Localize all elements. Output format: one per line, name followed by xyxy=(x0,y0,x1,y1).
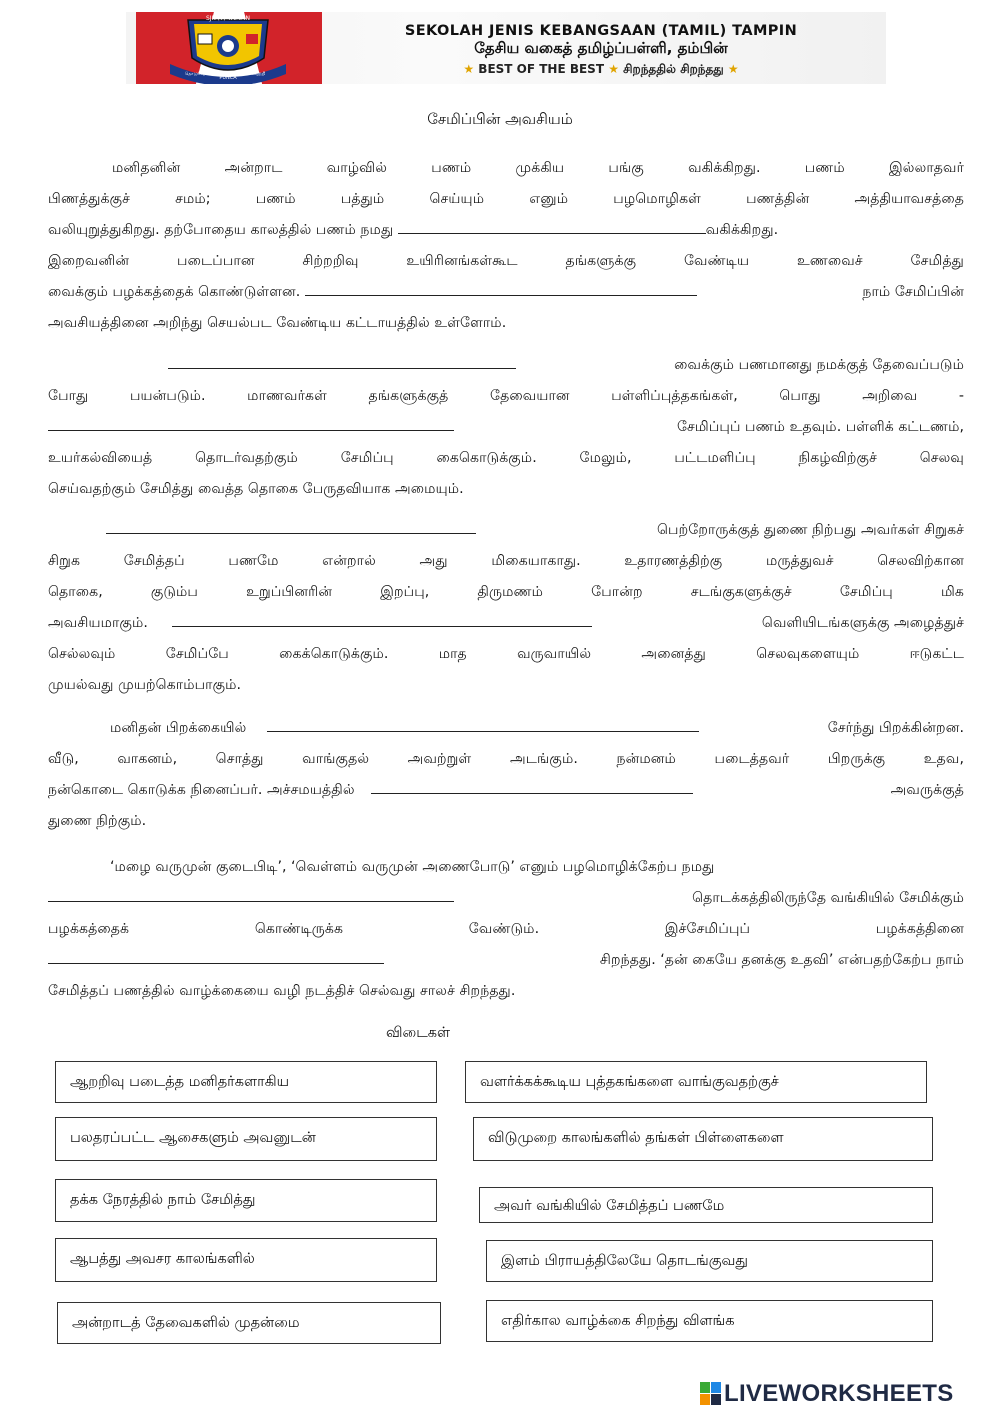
paragraph-3 xyxy=(48,515,964,701)
star-icon: ★ xyxy=(727,62,739,76)
answer-blank-2[interactable] xyxy=(305,278,697,296)
liveworksheets-logo xyxy=(700,1378,995,1408)
text-line: சிறுக சேமித்தப் பணமே என்றால் அது மிகையாகாது. உதாரணத்திற்கு மருத்துவச் செலவிற்கான xyxy=(48,553,964,569)
text-line: ‘மழை வருமுன் குடைபிடி’, ‘வெள்ளம் வருமுன் அணைபோடு’ எனும் பழமொழிக்கேற்ப நமது xyxy=(110,859,715,875)
school-name-english: SEKOLAH JENIS KEBANGSAAN (TAMIL) TAMPIN xyxy=(404,23,798,39)
answer-blank-4[interactable] xyxy=(48,413,454,431)
answer-option-4[interactable]: விடுமுறை காலங்களில் தங்கள் பிள்ளைகளை xyxy=(473,1117,933,1161)
star-icon: ★ xyxy=(608,62,619,76)
answer-option-5[interactable]: தக்க நேரத்தில் நாம் சேமித்து xyxy=(55,1179,437,1222)
text-line xyxy=(48,883,964,914)
text-segment: நன்கொடை கொடுக்க நினைப்பர். அச்சமயத்தில் xyxy=(48,782,355,798)
text-segment: வெளியிடங்களுக்கு அழைத்துச் xyxy=(761,615,964,631)
text-line: செல்லவும் சேமிப்பே கைக்கொடுக்கும். மாத வருவாயில் அனைத்து செலவுகளையும் ஈடுகட்ட xyxy=(48,646,964,662)
crest-ribbon-right: வெற்றி xyxy=(250,72,266,77)
text-segment: மனிதன் பிறக்கையில் xyxy=(110,720,247,736)
text-line xyxy=(48,775,964,806)
answer-blank-6[interactable] xyxy=(172,609,592,627)
answers-heading: விடைகள் xyxy=(386,1025,451,1041)
answer-option-9[interactable]: அன்றாடத் தேவைகளில் முதன்மை xyxy=(57,1302,441,1344)
crest-ribbon-center: PUNCA xyxy=(219,75,237,81)
text-line: இறைவனின் படைப்பான சிற்றறிவு உயிரினங்கள்கூட தங்களுக்கு வேண்டிய உணவைச் சேமித்து xyxy=(48,253,964,269)
text-line: போது பயன்படும். மாணவர்கள் தங்களுக்குத் தேவையான பள்ளிப்புத்தகங்கள், பொது அறிவை - xyxy=(48,388,964,404)
liveworksheets-mark-icon xyxy=(700,1382,722,1406)
answer-blank-5[interactable] xyxy=(106,516,476,534)
motto-tamil: சிறந்ததில் சிறந்தது xyxy=(623,62,724,76)
text-segment: பெற்றோருக்குத் துணை நிற்பது அவர்கள் சிறுகச் xyxy=(656,522,964,538)
answer-blank-10[interactable] xyxy=(48,946,384,964)
text-segment: சேர்ந்து பிறக்கின்றன. xyxy=(827,720,964,736)
text-line: செய்வதற்கும் சேமித்து வைத்த தொகை பேருதவியாக அமையும். xyxy=(48,481,464,497)
answer-blank-9[interactable] xyxy=(48,884,454,902)
liveworksheets-brand-text: LIVEWORKSHEETS xyxy=(724,1380,954,1407)
answer-blank-8[interactable] xyxy=(371,776,693,794)
school-banner xyxy=(126,12,886,84)
text-segment: வலியுறுத்துகிறது. தற்போதைய காலத்தில் பணம் நமது xyxy=(48,222,394,238)
text-segment: தொடக்கத்திலிருந்தே வங்கியில் சேமிக்கும் xyxy=(692,890,964,906)
text-line xyxy=(48,515,964,546)
text-line: துணை நிற்கும். xyxy=(48,813,147,829)
page-title: சேமிப்பின் அவசியம் xyxy=(427,110,573,128)
text-segment: அவசியமாகும். xyxy=(48,615,148,631)
text-line: தொகை, குடும்ப உறுப்பினரின் இறப்பு, திருமணம் போன்ற சடங்குகளுக்குச் சேமிப்பு மிக xyxy=(48,584,964,600)
text-segment: நாம் சேமிப்பின் xyxy=(862,284,964,300)
star-icon: ★ xyxy=(463,62,475,76)
text-segment: சிறந்தது. ‘தன் கையே தனக்கு உதவி’ என்பதற்கேற்ப நாம் xyxy=(599,952,964,968)
answer-option-10[interactable]: எதிர்கால வாழ்க்கை சிறந்து விளங்க xyxy=(486,1300,933,1342)
paragraph-2 xyxy=(48,350,964,505)
text-line xyxy=(48,277,964,308)
answer-blank-3[interactable] xyxy=(168,351,516,369)
school-motto xyxy=(326,62,876,78)
text-line: சேமித்தப் பணத்தில் வாழ்க்கையை வழி நடத்திச் செல்வது சாலச் சிறந்தது. xyxy=(48,983,516,999)
text-line: முயல்வது முயற்கொம்பாகும். xyxy=(48,677,242,693)
text-segment: அவருக்குத் xyxy=(890,782,964,798)
answer-option-7[interactable]: ஆபத்து அவசர காலங்களில் xyxy=(55,1238,437,1282)
paragraph-1 xyxy=(48,153,964,339)
motto-english: BEST OF THE BEST xyxy=(478,62,604,76)
text-segment: வகிக்கிறது. xyxy=(705,222,779,238)
answer-option-2[interactable]: வளர்க்கக்கூடிய புத்தகங்களை வாங்குவதற்குச் xyxy=(465,1061,927,1103)
text-line xyxy=(48,412,964,443)
text-line: உயர்கல்வியைத் தொடர்வதற்கும் சேமிப்பு கைகொடுக்கும். மேலும், பட்டமளிப்பு நிகழ்விற்குச் செலவு xyxy=(48,450,964,466)
text-segment: சேமிப்புப் பணம் உதவும். பள்ளிக் கட்டணம், xyxy=(676,419,964,435)
text-line: அவசியத்தினை அறிந்து செயல்பட வேண்டிய கட்டாயத்தில் உள்ளோம். xyxy=(48,315,507,331)
text-line: பிணத்துக்குச் சமம்; பணம் பத்தும் செய்யும் எனும் பழமொழிகள் பணத்தின் அத்தியாவசத்தை xyxy=(48,191,964,207)
text-line: வீடு, வாகனம், சொத்து வாங்குதல் அவற்றுள் அடங்கும். நன்மனம் படைத்தவர் பிறருக்கு உதவ, xyxy=(48,751,964,767)
text-segment: வைக்கும் பணமானது நமக்குத் தேவைப்படும் xyxy=(674,357,964,373)
school-name-tamil: தேசிய வகைத் தமிழ்ப்பள்ளி, தம்பின் xyxy=(474,39,728,57)
text-line xyxy=(48,215,964,246)
answer-option-1[interactable]: ஆறறிவு படைத்த மனிதர்களாகிய xyxy=(55,1061,437,1103)
text-line xyxy=(48,713,964,744)
school-crest-logo xyxy=(136,12,322,84)
text-line xyxy=(48,945,964,976)
answer-option-3[interactable]: பலதரப்பட்ட ஆசைகளும் அவனுடன் xyxy=(55,1117,437,1161)
answer-blank-7[interactable] xyxy=(267,714,699,732)
text-line xyxy=(48,608,964,639)
text-line xyxy=(48,350,964,381)
crest-ribbon-left: தொடுவோம் xyxy=(184,72,212,77)
answer-blank-1[interactable] xyxy=(398,216,706,234)
answer-option-6[interactable]: அவர் வங்கியில் சேமித்தப் பணமே xyxy=(479,1187,933,1223)
text-line: பழக்கத்தைக் கொண்டிருக்க வேண்டும். இச்சேமிப்புப் பழக்கத்தினை xyxy=(48,921,964,937)
crest-top-text: SJK (T) TAMPIN xyxy=(205,15,251,22)
paragraph-5 xyxy=(48,852,964,1007)
text-segment: வைக்கும் பழக்கத்தைக் கொண்டுள்ளன. xyxy=(48,284,301,300)
paragraph-4 xyxy=(48,713,964,837)
text-line: மனிதனின் அன்றாட வாழ்வில் பணம் முக்கிய பங்கு வகிக்கிறது. பணம் இல்லாதவர் xyxy=(112,160,964,176)
answer-option-8[interactable]: இளம் பிராயத்திலேயே தொடங்குவது xyxy=(486,1240,933,1282)
